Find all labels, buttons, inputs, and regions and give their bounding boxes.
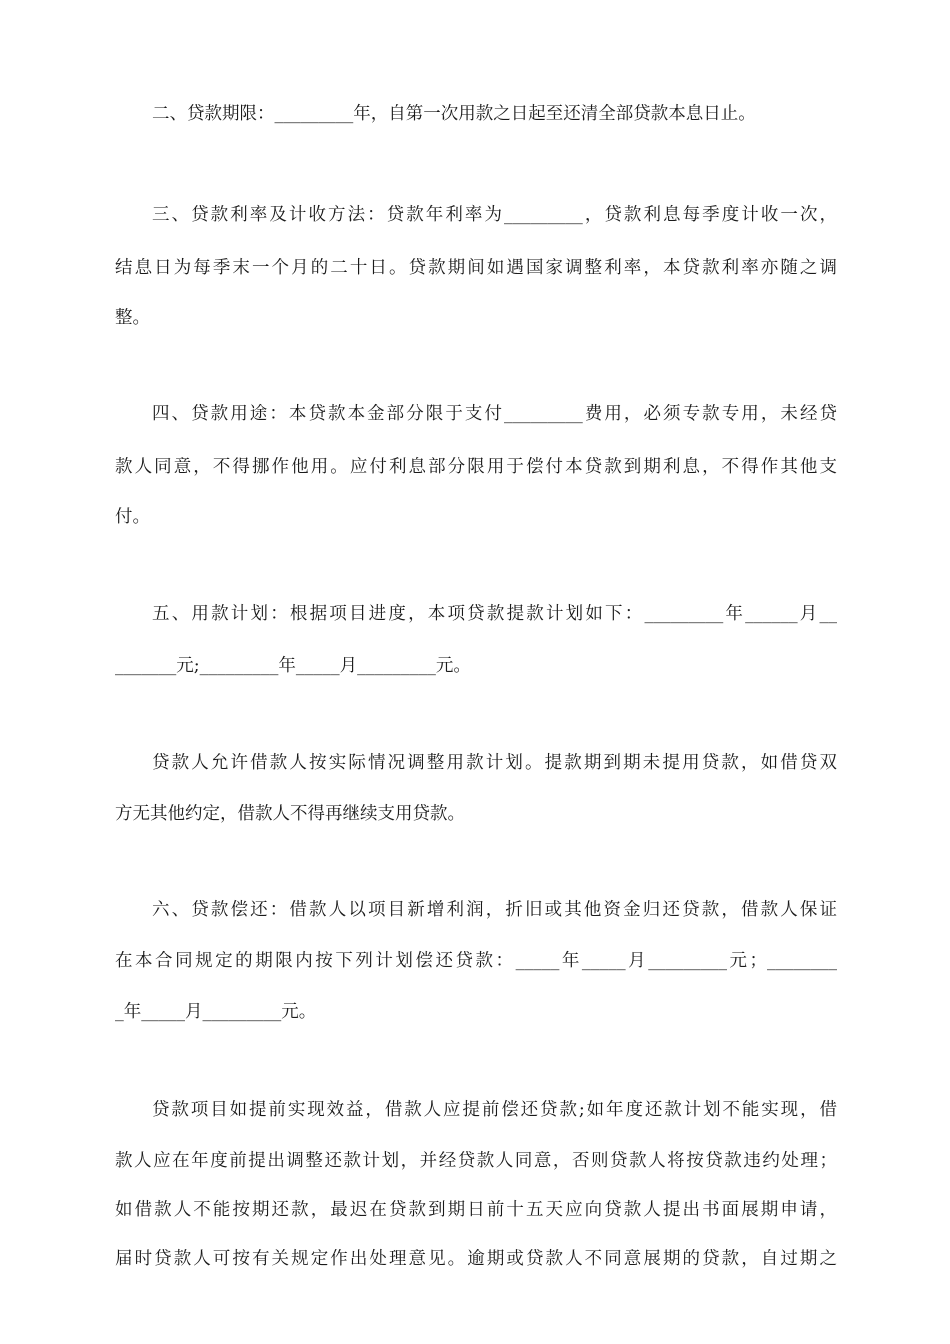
early-repayment-line-2: 款人应在年度前提出调整还款计划，并经贷款人同意，否则贷款人将按贷款违约处理； <box>115 1151 837 1171</box>
early-repayment-line-3: 如借款人不能按期还款，最迟在贷款到期日前十五天应向贷款人提出书面展期申请， <box>115 1200 837 1220</box>
clause-purpose-line-2: 款人同意，不得挪作他用。应付利息部分限用于偿付本贷款到期利息，不得作其他支 <box>115 457 837 477</box>
clause-repayment-line-3: _年_____月_________元。 <box>115 1002 317 1022</box>
plan-adjust-line-1: 贷款人允许借款人按实际情况调整用款计划。提款期到期未提用贷款，如借贷双 <box>152 753 837 773</box>
clause-plan-line-2: _______元;_________年_____月_________元。 <box>115 656 471 676</box>
early-repayment-line-4: 届时贷款人可按有关规定作出处理意见。逾期或贷款人不同意展期的贷款，自过期之 <box>115 1249 837 1269</box>
clause-interest-line-1: 三、贷款利率及计收方法：贷款年利率为_________，贷款利息每季度计收一次， <box>152 205 837 225</box>
clause-loan-term-line-1: 二、贷款期限：_________年，自第一次用款之日起至还清全部贷款本息日止。 <box>152 104 756 124</box>
clause-purpose-line-1: 四、贷款用途：本贷款本金部分限于支付_________费用，必须专款专用，未经贷 <box>152 404 837 424</box>
early-repayment-line-1: 贷款项目如提前实现效益，借款人应提前偿还贷款;如年度还款计划不能实现，借 <box>152 1100 837 1120</box>
clause-repayment-line-1: 六、贷款偿还：借款人以项目新增利润，折旧或其他资金归还贷款，借款人保证 <box>152 900 837 920</box>
clause-repayment-line-2: 在本合同规定的期限内按下列计划偿还贷款：_____年_____月_________元；________ <box>115 951 837 971</box>
clause-plan-line-1: 五、用款计划：根据项目进度，本项贷款提款计划如下：_________年______月__ <box>152 604 837 624</box>
clause-purpose-line-3: 付。 <box>115 507 150 527</box>
clause-interest-line-2: 结息日为每季末一个月的二十日。贷款期间如遇国家调整利率，本贷款利率亦随之调 <box>115 258 837 278</box>
plan-adjust-line-2: 方无其他约定，借款人不得再继续支用贷款。 <box>115 804 465 824</box>
clause-interest-line-3: 整。 <box>115 308 150 328</box>
